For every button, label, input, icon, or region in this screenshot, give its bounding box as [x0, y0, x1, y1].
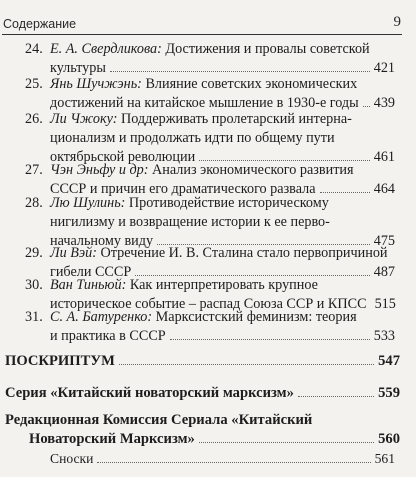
entry-title: Поддерживать пролетарский интерна- — [120, 111, 352, 127]
entry-line — [50, 161, 395, 180]
committee-line-2: Новаторский Марксизм» — [29, 431, 195, 447]
dot-leader — [119, 363, 374, 365]
entry-text — [50, 110, 395, 167]
entry-text — [50, 194, 395, 251]
dot-leader — [170, 338, 370, 340]
entry-title: и практика в СССР — [50, 328, 166, 344]
entry-page: 461 — [373, 149, 395, 165]
entry-title: Достижения и провалы советской — [165, 41, 370, 57]
entry-line — [50, 244, 395, 263]
entry-line — [50, 194, 395, 213]
dot-leader — [110, 70, 370, 72]
entry-number: 26. — [25, 111, 43, 127]
entry-title: историческое событие – распад Союза ССР и КПСС — [50, 296, 367, 312]
postscript-page: 547 — [378, 353, 400, 369]
entry-title: ционализм и продолжать идти по общему пути — [50, 130, 335, 146]
entry-author: Е. А. Свердликова: — [50, 41, 162, 57]
toc-postscript[interactable] — [5, 352, 400, 371]
entry-line — [50, 308, 395, 327]
postscript-label: ПОСКРИПТУМ — [5, 353, 115, 369]
entry-page: 421 — [373, 60, 395, 76]
entry-line — [50, 276, 395, 295]
entry-line — [50, 75, 395, 94]
entry-page: 533 — [373, 328, 395, 344]
entry-number: 31. — [25, 309, 43, 325]
toc-series[interactable] — [5, 384, 400, 403]
dot-leader — [320, 191, 370, 193]
dot-leader — [363, 105, 370, 107]
entry-title: октябрьской революции — [50, 149, 196, 165]
entry-page: 475 — [373, 233, 395, 249]
committee-page: 560 — [378, 431, 400, 447]
entry-line — [50, 327, 395, 346]
entry-author: Ли Вэй: — [50, 245, 97, 261]
entry-title: начальному виду — [50, 233, 154, 249]
dot-leader — [199, 441, 374, 443]
entry-page: 464 — [373, 181, 395, 197]
page-number: 9 — [393, 14, 401, 30]
entry-author: С. А. Батуренко: — [50, 309, 153, 325]
entry-line — [50, 129, 395, 148]
entry-title: Как интерпретировать крупное — [129, 277, 318, 293]
entry-text — [50, 40, 395, 78]
entry-title: Марксистский феминизм: теория — [155, 309, 357, 325]
entry-author: Ван Тиньюй: — [50, 277, 127, 293]
entry-author: Янь Шучжэнь: — [50, 76, 142, 92]
entry-author: Чэн Эньфу и др: — [50, 162, 149, 178]
dot-leader — [97, 461, 370, 463]
notes-label: Сноски — [50, 451, 94, 466]
entry-title: Отречение И. В. Сталина стало первопричиной — [100, 245, 388, 261]
committee-line-1: Редакционная Комиссия Сериала «Китайский — [5, 412, 313, 428]
entry-page: 515 — [374, 296, 396, 312]
header-rule — [2, 34, 402, 35]
entry-number: 30. — [25, 277, 43, 293]
entry-line — [50, 110, 395, 129]
dot-leader — [298, 395, 374, 397]
entry-number: 29. — [25, 245, 43, 261]
entry-text — [50, 75, 395, 113]
entry-text — [50, 308, 395, 346]
page-header — [0, 0, 416, 36]
entry-page: 487 — [373, 264, 395, 280]
entry-line — [50, 213, 395, 232]
entry-title: нигилизму и возвращение истории к ее перво- — [50, 214, 330, 230]
entry-title: культуры — [50, 60, 106, 76]
series-label: Серия «Китайский новаторский марксизм» — [5, 385, 294, 401]
entry-title: СССР и причин его драматического развала — [50, 181, 316, 197]
entry-page: 439 — [373, 95, 395, 111]
toc-committee[interactable] — [5, 411, 400, 449]
running-title: Содержание — [3, 17, 77, 31]
entry-title: Анализ экономического развития — [152, 162, 354, 178]
entry-author: Лю Шулинь: — [50, 195, 126, 211]
entry-title: гибели СССР — [50, 264, 132, 280]
entry-title: Влияние советских экономических — [145, 76, 358, 92]
series-page: 559 — [378, 385, 400, 401]
entry-line — [50, 40, 395, 59]
entry-number: 28. — [25, 195, 43, 211]
entry-title: достижений на китайское мышление в 1930-е годы — [50, 95, 359, 111]
entry-number: 27. — [25, 162, 43, 178]
entry-number: 25. — [25, 76, 43, 92]
entry-author: Ли Чжоку: — [50, 111, 118, 127]
notes-page: 561 — [374, 451, 395, 466]
entry-number: 24. — [25, 41, 43, 57]
entry-title: Противодействие историческому — [128, 195, 329, 211]
